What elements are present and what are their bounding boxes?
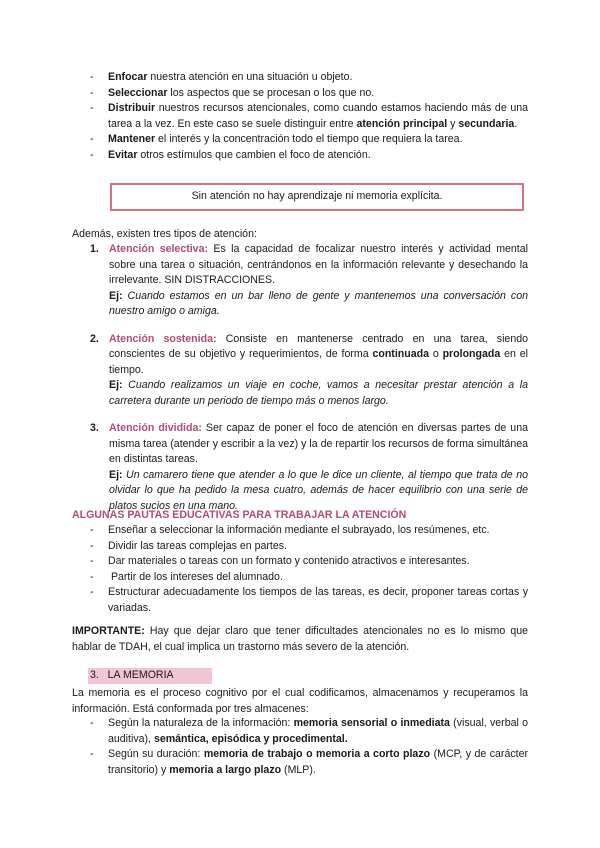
- example: Ej: Cuando estamos en un bar lleno de gente y mantenemos una conversación con nuestro amigo o amiga.: [109, 289, 528, 317]
- list-item: - Enfocar nuestra atención en una situación u objeto.: [90, 70, 528, 86]
- list-item: - Partir de los intereses del alumnado.: [90, 570, 528, 586]
- example: Ej: Cuando realizamos un viaje en coche, vamos a necesitar prestar atención a la carretera durante un periodo de tiempo más o menos largo.: [109, 379, 528, 407]
- list-item: - Estructurar adecuadamente los tiempos de las tareas, es decir, proponer tareas cortas y variadas.: [90, 585, 528, 616]
- attention-types-intro: Además, existen tres tipos de atención:: [72, 228, 257, 240]
- attention-type-selectiva: 1. Atención selectiva: Es la capacidad de focalizar nuestro interés y actividad mental sobre una tarea o situación, centrándonos en la información relevante y desechando la irrelevante. SIN DISTRACCIONES. Ej: Cuando estamos en un bar lleno de gente y mantenemos una conversación con nuestro amigo o amiga.: [90, 242, 528, 320]
- highlight-text: Sin atención no hay aprendizaje ni memoria explícita.: [191, 190, 443, 203]
- highlight-box: [110, 183, 524, 211]
- attention-functions-list: [90, 70, 528, 163]
- list-item: - Evitar otros estímulos que cambien el foco de atención.: [90, 148, 528, 164]
- list-item: - Dividir las tareas complejas en partes.: [90, 539, 528, 555]
- memory-heading: 3. LA MEMORIA: [90, 669, 174, 681]
- attention-types-list: [90, 242, 528, 514]
- attention-type-sostenida: 2. Atención sostenida: Consiste en mantenerse centrado en una tarea, siendo conscientes de su objetivo y requerimientos, de forma continuada o prolongada en el tiempo. Ej: Cuando realizamos un viaje en coche, vamos a necesitar prestar atención a la carretera durante un periodo de tiempo más o menos largo.: [90, 332, 528, 410]
- list-item: - Mantener el interés y la concentración todo el tiempo que requiera la tarea.: [90, 132, 528, 148]
- list-item: - Dar materiales o tareas con un formato y contenido atractivos e interesantes.: [90, 554, 528, 570]
- attention-type-dividida: 3. Atención dividida: Ser capaz de poner el foco de atención en diversas partes de una misma tarea (atender y escribir a la vez) y la de repartir los recursos de forma simultánea en distintas tareas. Ej: Un camarero tiene que atender a lo que le dice un cliente, al tiempo que trata de no olvidar lo que ha pedido la mesa cuatro, además de hacer equilibrio con una serie de platos sucios en una mano.: [90, 421, 528, 514]
- section-title-pautas: ALGUNAS PAUTAS EDUCATIVAS PARA TRABAJAR LA ATENCIÓN: [72, 509, 407, 521]
- list-item: - Seleccionar los aspectos que se procesan o los que no.: [90, 86, 528, 102]
- list-item: - Según su duración: memoria de trabajo o memoria a corto plazo (MCP, y de carácter transitorio) y memoria a largo plazo (MLP).: [90, 747, 528, 778]
- example: Ej: Un camarero tiene que atender a lo que le dice un cliente, al tiempo que trata de no olvidar lo que ha pedido la mesa cuatro, además de hacer equilibrio con una serie de platos sucios en una mano.: [109, 468, 528, 512]
- important-note: IMPORTANTE: Hay que dejar claro que tener dificultades atencionales no es lo mismo que hablar de TDAH, el cual implica un trastorno más severo de la atención.: [72, 625, 528, 653]
- list-item: - Según la naturaleza de la información: memoria sensorial o inmediata (visual, verbal o auditiva), semántica, episódica y procedimental.: [90, 716, 528, 747]
- list-item: - Enseñar a seleccionar la información mediante el subrayado, los resúmenes, etc.: [90, 523, 528, 539]
- pautas-list: [90, 523, 528, 616]
- list-item: - Distribuir nuestros recursos atencionales, como cuando estamos haciendo más de una tarea a la vez. En este caso se suele distinguir entre atención principal y secundaria.: [90, 101, 528, 132]
- memory-list: [90, 716, 528, 778]
- memory-intro: La memoria es el proceso cognitivo por el cual codificamos, almacenamos y recuperamos la información. Está conformada por tres almacenes:: [72, 687, 528, 715]
